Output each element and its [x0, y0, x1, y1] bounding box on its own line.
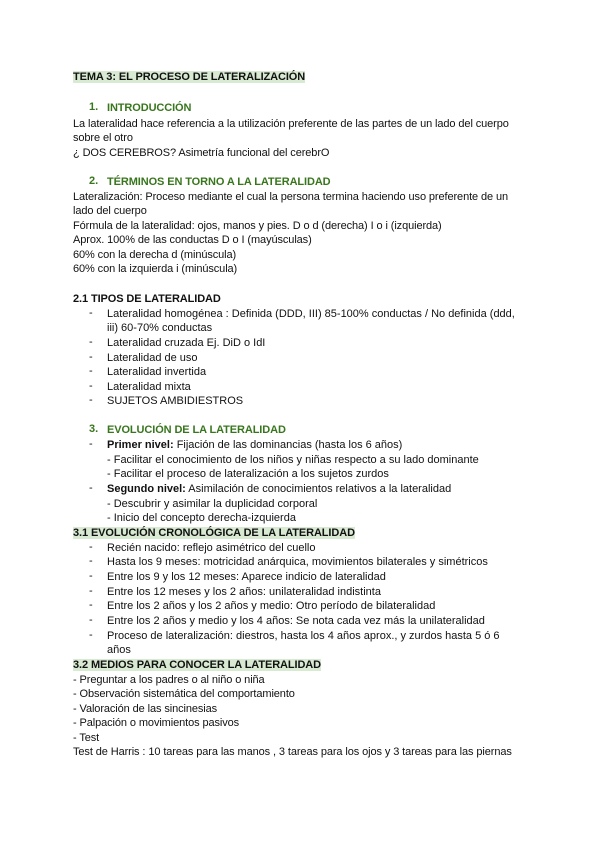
harris-test-line: Test de Harris : 10 tareas para las manos , 3 tareas para los ojos y 3 tareas para las piernas	[73, 746, 512, 758]
list-item: Entre los 9 y los 12 meses: Aparece indicio de lateralidad	[107, 571, 386, 583]
list-item: Recién nacido: reflejo asimétrico del cuello	[107, 542, 316, 554]
section-2-line-5: 60% con la izquierda i (minúscula)	[73, 263, 238, 275]
section-2-number: 2.	[89, 175, 99, 187]
list-item: - Palpación o movimientos pasivos	[73, 717, 240, 729]
section-3-2-heading: 3.2 MEDIOS PARA CONOCER LA LATERALIDAD	[73, 659, 321, 671]
list-item: Lateralidad de uso	[107, 352, 198, 364]
section-2-formula: Fórmula de la lateralidad: ojos, manos y pies. D o d (derecha) I o i (izquierda)	[73, 220, 442, 232]
list-item: Proceso de lateralización: diestros, hasta los 4 años aprox., y zurdos hasta 5 ó 6	[107, 630, 500, 642]
section-1-heading: INTRODUCCIÓN	[107, 102, 192, 114]
list-item: Lateralidad mixta	[107, 381, 191, 393]
section-2-line-3: Aprox. 100% de las conductas D o I (mayúsculas)	[73, 234, 312, 246]
level-1: Primer nivel: Fijación de las dominancias (hasta los 6 años)	[107, 439, 403, 451]
section-3-heading: EVOLUCIÓN DE LA LATERALIDAD	[107, 424, 286, 436]
list-item: - Observación sistemática del comportamiento	[73, 688, 295, 700]
list-item-cont: años	[107, 644, 131, 656]
level-2-item: - Inicio del concepto derecha-izquierda	[107, 512, 296, 524]
section-1-paragraph: La lateralidad hace referencia a la utilización preferente de las partes de un lado del cuerpo	[73, 118, 509, 130]
level-1-item: - Facilitar el conocimiento de los niños y niñas respecto a su lado dominante	[107, 454, 479, 466]
section-2-paragraph-cont: lado del cuerpo	[73, 205, 147, 217]
list-item: Entre los 2 años y medio y los 4 años: Se nota cada vez más la unilateralidad	[107, 615, 485, 627]
section-2-1-heading: 2.1 TIPOS DE LATERALIDAD	[73, 293, 221, 305]
section-3-number: 3.	[89, 423, 99, 435]
list-item: - Preguntar a los padres o al niño o niña	[73, 674, 265, 686]
section-1-paragraph-cont: sobre el otro	[73, 132, 133, 144]
list-item: Lateralidad homogénea : Definida (DDD, III) 85-100% conductas / No definida (ddd,	[107, 308, 515, 320]
section-1-paragraph-2: ¿ DOS CEREBROS? Asimetría funcional del cerebrO	[73, 147, 330, 159]
level-2-item: - Descubrir y asimilar la duplicidad corporal	[107, 498, 318, 510]
level-2: Segundo nivel: Asimilación de conocimientos relativos a la lateralidad	[107, 483, 452, 495]
list-item: Entre los 2 años y los 2 años y medio: Otro período de bilateralidad	[107, 600, 436, 612]
section-3-1-heading: 3.1 EVOLUCIÓN CRONOLÓGICA DE LA LATERALIDAD	[73, 527, 355, 539]
section-2-paragraph: Lateralización: Proceso mediante el cual la persona termina haciendo uso preferente de un	[73, 191, 509, 203]
section-2-line-4: 60% con la derecha d (minúscula)	[73, 249, 237, 261]
section-2-heading: TÉRMINOS EN TORNO A LA LATERALIDAD	[107, 176, 331, 188]
list-item-cont: iii) 60-70% conductas	[107, 322, 213, 334]
list-item: - Valoración de las sincinesias	[73, 703, 218, 715]
document-page: TEMA 3: EL PROCESO DE LATERALIZACIÓN 1. INTRODUCCIÓN La lateralidad hace referencia a la utilización preferente de las partes de un lado del cuerpo sobre el otro ¿ DOS CEREBROS? Asimetría funcional del cerebrO 2. TÉRMINOS EN TORNO A LA LATERALIDAD Lateralización: Proceso mediante el cual la persona termina haciendo uso preferente de un lado del cuerpo Fórmula de la lateralidad: ojos, manos y pies. D o d (derecha) I o i (izquierda) Aprox. 100% de las conductas D o I (mayúsculas) 60% con la derecha d (minúscula) 60% con la izquierda i (minúscula) 2.1 TIPOS DE LATERALIDAD - Lateralidad homogénea : Definida (DDD, III) 85-100% conductas / No definida (ddd, iii) 60-70% conductas - Lateralidad cruzada Ej. DiD o IdI - Lateralidad de uso - Lateralidad invertida - Lateralidad mixta - SUJETOS AMBIDIESTROS 3. EVOLUCIÓN DE LA LATERALIDAD - Primer nivel: Fijación de las dominancias (hasta los 6 años) - Facilitar el conocimiento de los niños y niñas respecto a su lado dominante - Facilitar el proceso de lateralización a los sujetos zurdos - Segundo nivel: Asimilación de conocimientos relativos a la lateralidad - Descubrir y asimilar la duplicidad corporal - Inicio del concepto derecha-izquierda 3.1 EVOLUCIÓN CRONOLÓGICA DE LA LATERALIDAD - Recién nacido: reflejo asimétrico del cuello - Hasta los 9 meses: motricidad anárquica, movimientos bilaterales y simétricos - Entre los 9 y los 12 meses: Aparece indicio de lateralidad - Entre los 12 meses y los 2 años: unilateralidad indistinta - Entre los 2 años y los 2 años y medio: Otro período de bilateralidad - Entre los 2 años y medio y los 4 años: Se nota cada vez más la unilateralidad - Proceso de lateralización: diestros, hasta los 4 años aprox., y zurdos hasta 5 ó 6 años 3.2 MEDIOS PARA CONOCER LA LATERALIDAD - Preguntar a los padres o al niño o niña - Observación sistemática del comportamiento - Valoración de las sincinesias - Palpación o movimientos pasivos - Test Test de Harris : 10 tareas para las manos , 3 tareas para los ojos y 3 tareas para las piernas	[73, 71, 515, 758]
list-item: Hasta los 9 meses: motricidad anárquica, movimientos bilaterales y simétricos	[107, 556, 488, 568]
list-item: Lateralidad invertida	[107, 366, 207, 378]
list-item: SUJETOS AMBIDIESTROS	[107, 395, 244, 407]
list-item: - Test	[73, 732, 100, 744]
section-1-number: 1.	[89, 101, 99, 113]
document-title: TEMA 3: EL PROCESO DE LATERALIZACIÓN	[73, 71, 306, 83]
list-item: Entre los 12 meses y los 2 años: unilateralidad indistinta	[107, 586, 381, 598]
level-1-item: - Facilitar el proceso de lateralización a los sujetos zurdos	[107, 468, 389, 480]
list-item: Lateralidad cruzada Ej. DiD o IdI	[107, 337, 266, 349]
